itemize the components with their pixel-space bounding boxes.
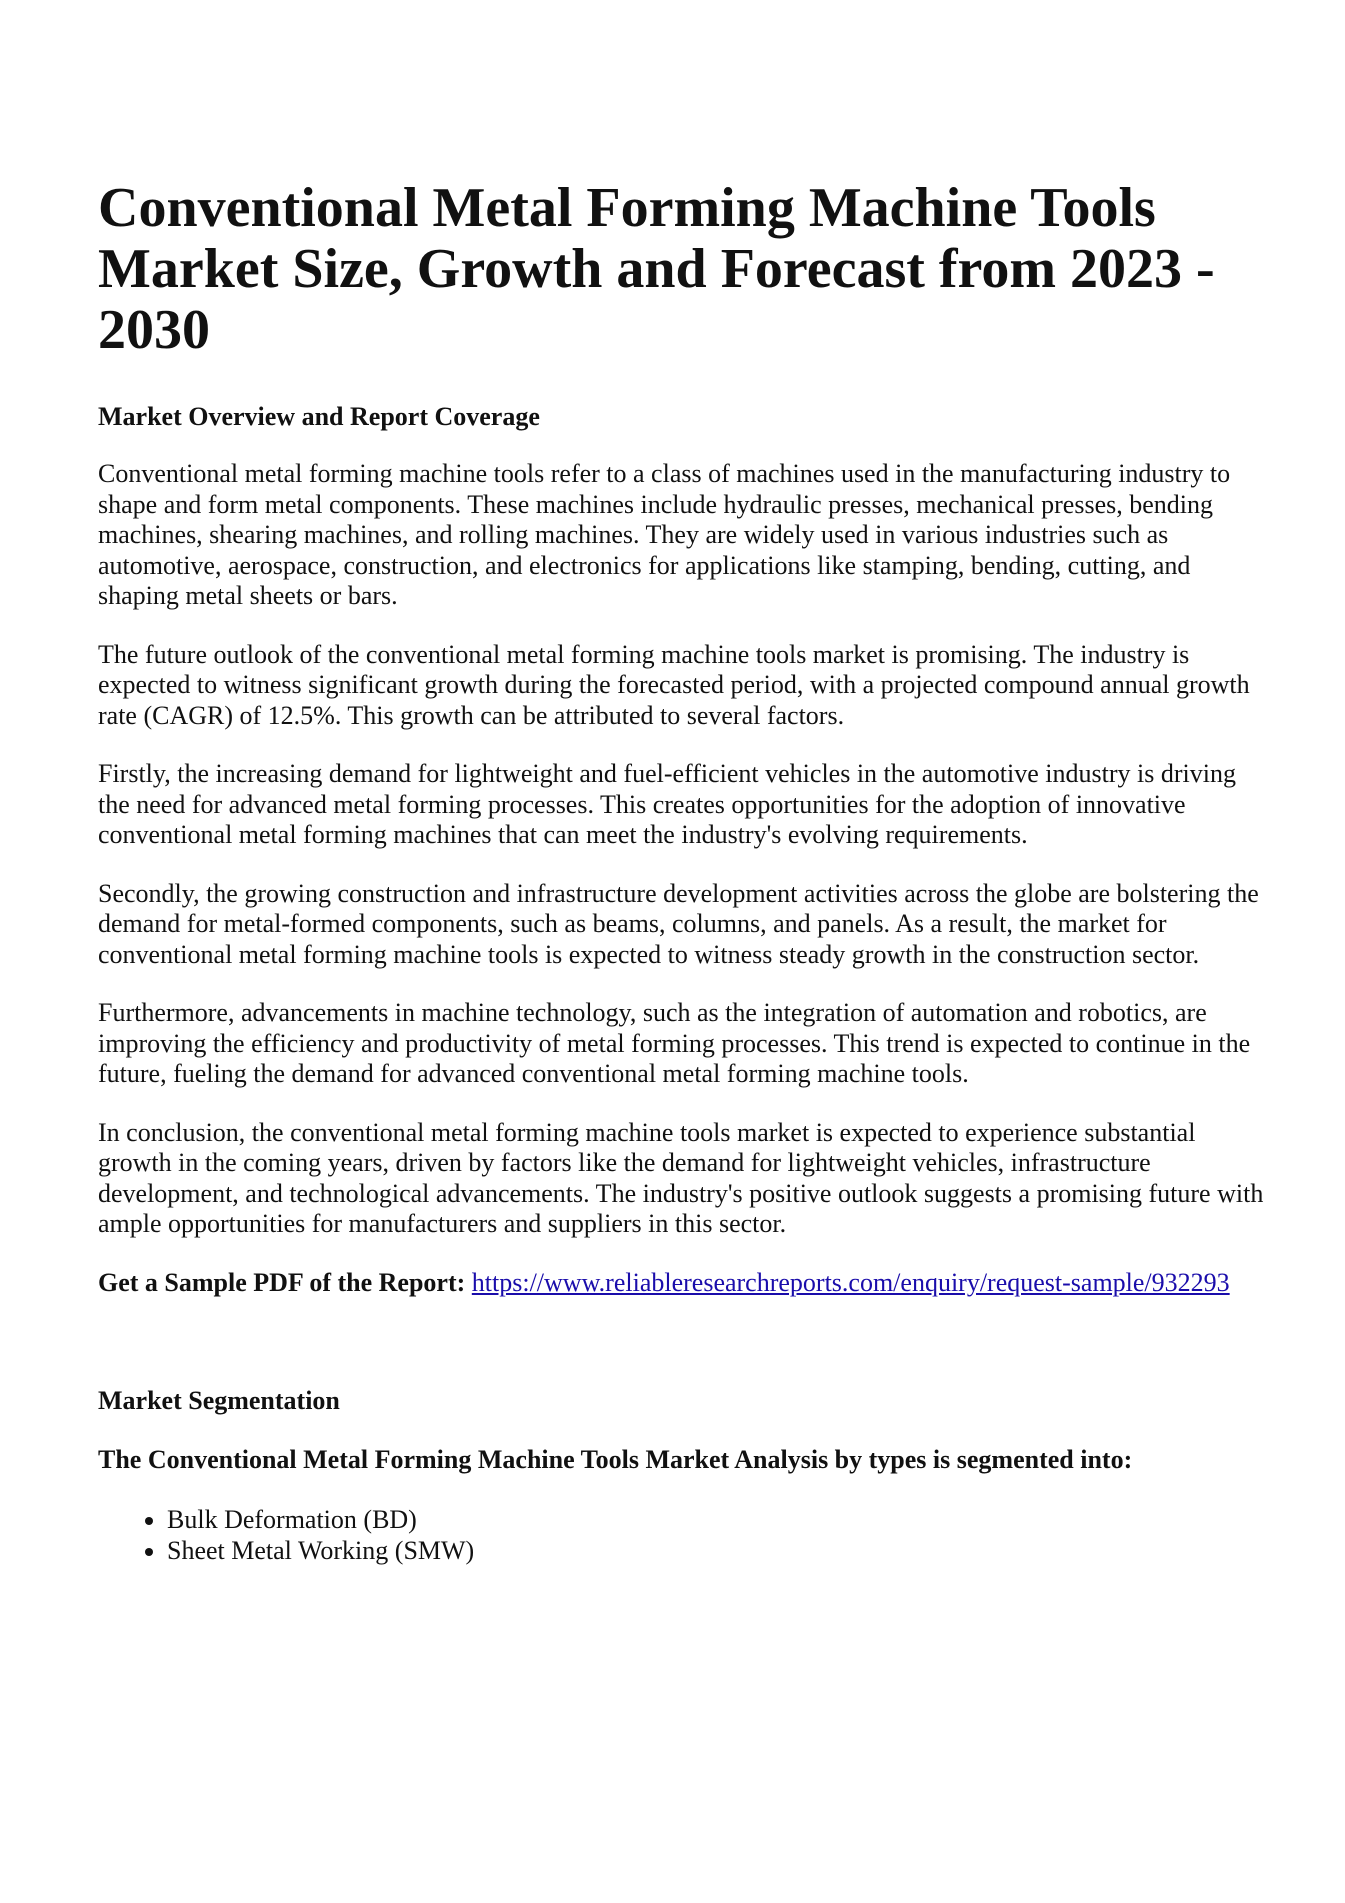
overview-heading: Market Overview and Report Coverage — [98, 402, 540, 431]
types-list — [98, 1505, 1268, 1566]
list-item: • Bulk Deformation (BD) — [167, 1505, 1268, 1536]
page-title: Conventional Metal Forming Machine Tools Market Size, Growth and Forecast from 2023 - 2030 — [98, 177, 1215, 361]
overview-paragraph-4: Secondly, the growing construction and infrastructure development activities across the globe are bolstering the demand for metal-formed components, such as beams, columns, and panels. As a result, the market for conventional metal forming machine tools is expected to witness steady growth in the construction sector. — [98, 878, 1259, 969]
overview-paragraph-5: Furthermore, advancements in machine technology, such as the integration of automation and robotics, are improving the efficiency and productivity of metal forming processes. This trend is expected to continue in the future, fueling the demand for advanced conventional metal forming machine tools. — [98, 998, 1251, 1088]
sample-pdf-line — [98, 1268, 1268, 1299]
report-page — [98, 178, 1268, 1566]
sample-pdf-link[interactable]: https://www.reliableresearchreports.com/enquiry/request-sample/932293 — [471, 1267, 1230, 1297]
overview-paragraph-6: In conclusion, the conventional metal forming machine tools market is expected to experience substantial growth in the coming years, driven by factors like the demand for lightweight vehicles, infrastructure development, and technological advancements. The industry's positive outlook suggests a promising future with ample opportunities for manufacturers and suppliers in this sector. — [98, 1117, 1264, 1238]
sample-pdf-label: Get a Sample PDF of the Report: — [98, 1267, 466, 1297]
overview-paragraph-1: Conventional metal forming machine tools refer to a class of machines used in the manufacturing industry to shape and form metal components. These machines include hydraulic presses, mechanical presses, bending machines, shearing machines, and rolling machines. They are widely used in various industries such as automotive, aerospace, construction, and electronics for applications like stamping, bending, cutting, and shaping metal sheets or bars. — [98, 459, 1231, 610]
list-item: • Sheet Metal Working (SMW) — [167, 1536, 1268, 1567]
types-heading: The Conventional Metal Forming Machine Tools Market Analysis by types is segmented into: — [98, 1445, 1133, 1474]
segmentation-heading: Market Segmentation — [98, 1386, 340, 1415]
overview-paragraph-2: The future outlook of the conventional metal forming machine tools market is promising. The industry is expected to witness significant growth during the forecasted period, with a projected compound annual growth rate (CAGR) of 12.5%. This growth can be attributed to several factors. — [98, 639, 1250, 730]
overview-paragraph-3: Firstly, the increasing demand for lightweight and fuel-efficient vehicles in the automotive industry is driving the need for advanced metal forming processes. This creates opportunities for the adoption of innovative conventional metal forming machines that can meet the industry's evolving requirements. — [98, 759, 1236, 849]
